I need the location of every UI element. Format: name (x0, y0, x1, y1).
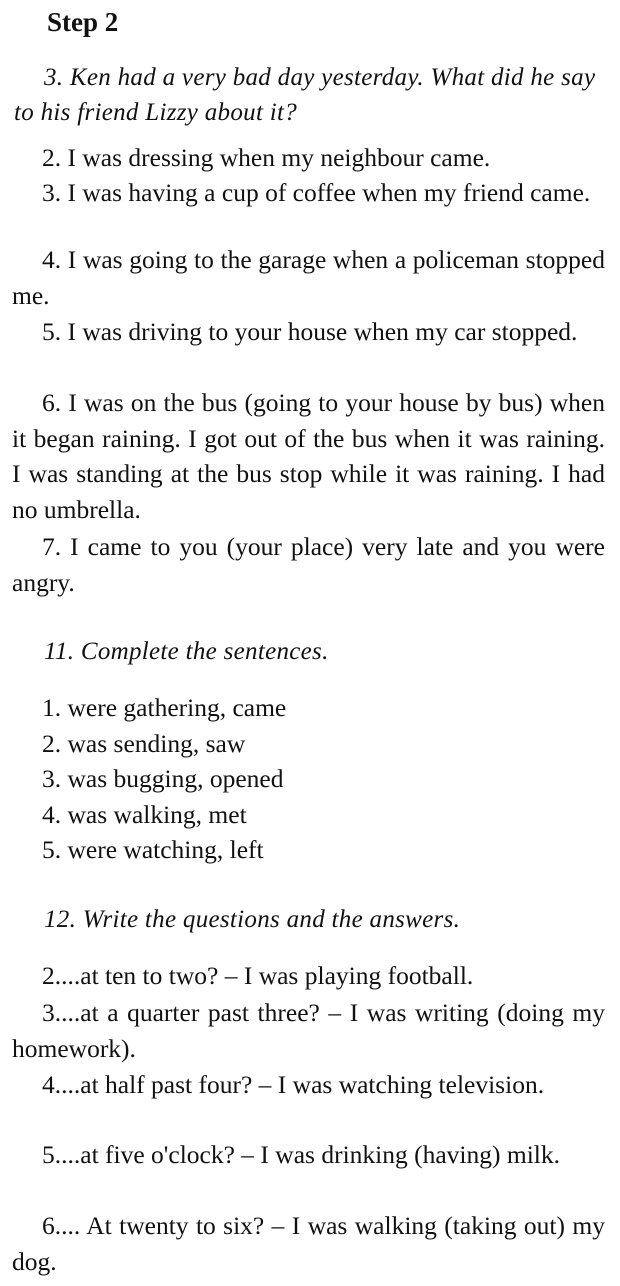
task-3-answer-3: 3. I was having a cup of coffee when my friend came. (42, 178, 591, 207)
task-12-answer-4: 4....at half past four? – I was watching television. (42, 1070, 545, 1099)
task-3-answer-2: 2. I was dressing when my neighbour came. (42, 143, 491, 172)
task-11-answer-1: 1. were gathering, came (42, 693, 287, 722)
task-11-answer-3: 3. was bugging, opened (42, 764, 284, 793)
task-3-answer-6: 6. I was on the bus (going to your house by bus) when it began raining. I got out of the bus when it was raining. I was standing at the bus stop while it was raining. I had no umbrella. (12, 388, 605, 524)
task-3-instruction: 3. Ken had a very bad day yesterday. What did he say to his friend Lizzy about it? (14, 64, 596, 126)
task-12-answer-5: 5....at five o'clock? – I was drinking (having) milk. (42, 1140, 561, 1169)
task-12-answer-6: 6.... At twenty to six? – I was walking (taking out) my dog. (12, 1211, 605, 1276)
step-heading: Step 2 (47, 7, 119, 37)
task-12-answer-2: 2....at ten to two? – I was playing football. (42, 961, 474, 990)
task-12-instruction: 12. Write the questions and the answers. (44, 906, 461, 933)
task-11-answer-2: 2. was sending, saw (42, 728, 246, 758)
task-12-answer-3: 3....at a quarter past three? – I was writing (doing my homework). (12, 998, 605, 1063)
task-11-answer-5: 5. were watching, left (42, 835, 264, 864)
task-11-instruction: 11. Complete the sentences. (44, 638, 329, 665)
task-3-answer-4: 4. I was going to the garage when a policeman stopped me. (12, 245, 605, 310)
task-11-answer-4: 4. was walking, met (42, 799, 247, 829)
task-3-answer-7: 7. I came to you (your place) very late and you were angry. (12, 532, 605, 597)
task-3-answer-5: 5. I was driving to your house when my car stopped. (42, 317, 578, 346)
task-11-answer-list (42, 690, 286, 868)
